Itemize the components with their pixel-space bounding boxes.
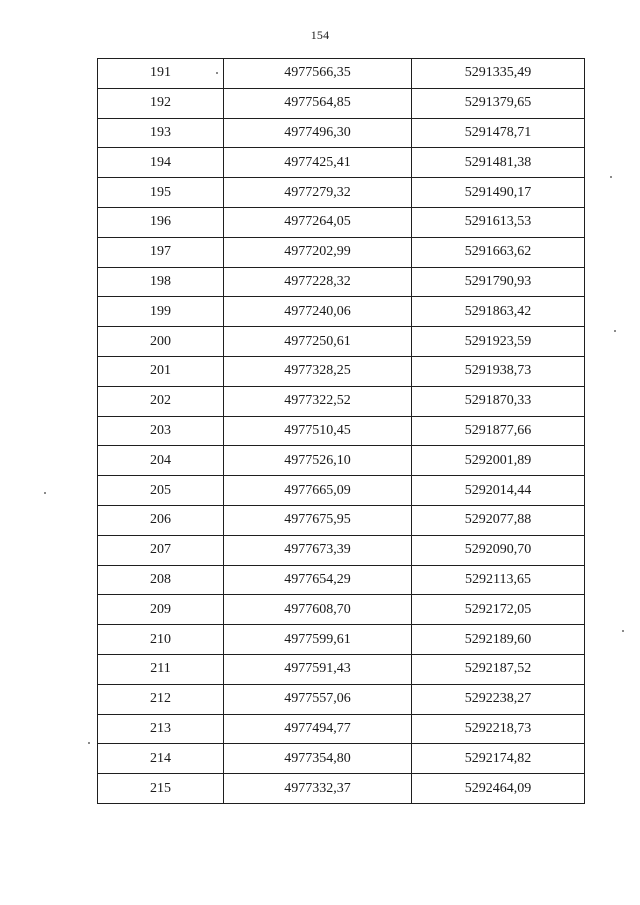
x-coordinate-cell: 4977654,29 <box>224 565 412 595</box>
y-coordinate-cell: 5291379,65 <box>412 88 585 118</box>
table-row <box>98 505 585 535</box>
point-number-cell: 214 <box>98 744 224 774</box>
point-number-cell: 203 <box>98 416 224 446</box>
table-row <box>98 535 585 565</box>
x-coordinate-cell: 4977665,09 <box>224 476 412 506</box>
scan-speck <box>614 330 616 332</box>
table-row <box>98 744 585 774</box>
table-row <box>98 178 585 208</box>
x-coordinate-cell: 4977496,30 <box>224 118 412 148</box>
x-coordinate-cell: 4977240,06 <box>224 297 412 327</box>
x-coordinate-cell: 4977673,39 <box>224 535 412 565</box>
table-row <box>98 237 585 267</box>
x-coordinate-cell: 4977202,99 <box>224 237 412 267</box>
y-coordinate-cell: 5291663,62 <box>412 237 585 267</box>
y-coordinate-cell: 5292001,89 <box>412 446 585 476</box>
point-number-cell: 207 <box>98 535 224 565</box>
scan-speck <box>216 72 218 74</box>
x-coordinate-cell: 4977494,77 <box>224 714 412 744</box>
point-number-cell: 202 <box>98 386 224 416</box>
point-number-cell: 213 <box>98 714 224 744</box>
point-number-cell: 205 <box>98 476 224 506</box>
scan-speck <box>88 742 90 744</box>
x-coordinate-cell: 4977599,61 <box>224 625 412 655</box>
table-row <box>98 118 585 148</box>
table-row <box>98 88 585 118</box>
y-coordinate-cell: 5292113,65 <box>412 565 585 595</box>
table-row <box>98 267 585 297</box>
point-number-cell: 194 <box>98 148 224 178</box>
point-number-cell: 193 <box>98 118 224 148</box>
x-coordinate-cell: 4977510,45 <box>224 416 412 446</box>
y-coordinate-cell: 5291877,66 <box>412 416 585 446</box>
point-number-cell: 197 <box>98 237 224 267</box>
table-row <box>98 446 585 476</box>
y-coordinate-cell: 5292014,44 <box>412 476 585 506</box>
coordinates-table-body <box>98 59 585 804</box>
table-row <box>98 356 585 386</box>
y-coordinate-cell: 5292090,70 <box>412 535 585 565</box>
y-coordinate-cell: 5291923,59 <box>412 327 585 357</box>
table-row <box>98 476 585 506</box>
y-coordinate-cell: 5291481,38 <box>412 148 585 178</box>
table-row <box>98 625 585 655</box>
y-coordinate-cell: 5291870,33 <box>412 386 585 416</box>
y-coordinate-cell: 5291790,93 <box>412 267 585 297</box>
scan-speck <box>610 176 612 178</box>
y-coordinate-cell: 5292077,88 <box>412 505 585 535</box>
coordinates-table <box>97 58 585 804</box>
y-coordinate-cell: 5291478,71 <box>412 118 585 148</box>
x-coordinate-cell: 4977675,95 <box>224 505 412 535</box>
y-coordinate-cell: 5291613,53 <box>412 207 585 237</box>
point-number-cell: 211 <box>98 654 224 684</box>
x-coordinate-cell: 4977557,06 <box>224 684 412 714</box>
point-number-cell: 200 <box>98 327 224 357</box>
y-coordinate-cell: 5292174,82 <box>412 744 585 774</box>
point-number-cell: 204 <box>98 446 224 476</box>
point-number-cell: 196 <box>98 207 224 237</box>
x-coordinate-cell: 4977354,80 <box>224 744 412 774</box>
table-row <box>98 416 585 446</box>
x-coordinate-cell: 4977564,85 <box>224 88 412 118</box>
table-row <box>98 714 585 744</box>
table-row <box>98 327 585 357</box>
point-number-cell: 201 <box>98 356 224 386</box>
point-number-cell: 210 <box>98 625 224 655</box>
y-coordinate-cell: 5292464,09 <box>412 774 585 804</box>
table-row <box>98 684 585 714</box>
x-coordinate-cell: 4977608,70 <box>224 595 412 625</box>
point-number-cell: 212 <box>98 684 224 714</box>
x-coordinate-cell: 4977328,25 <box>224 356 412 386</box>
y-coordinate-cell: 5291490,17 <box>412 178 585 208</box>
x-coordinate-cell: 4977332,37 <box>224 774 412 804</box>
x-coordinate-cell: 4977322,52 <box>224 386 412 416</box>
x-coordinate-cell: 4977279,32 <box>224 178 412 208</box>
table-row <box>98 386 585 416</box>
x-coordinate-cell: 4977526,10 <box>224 446 412 476</box>
table-row <box>98 595 585 625</box>
point-number-cell: 215 <box>98 774 224 804</box>
table-row <box>98 774 585 804</box>
x-coordinate-cell: 4977264,05 <box>224 207 412 237</box>
scan-speck <box>622 630 624 632</box>
point-number-cell: 192 <box>98 88 224 118</box>
point-number-cell: 208 <box>98 565 224 595</box>
point-number-cell: 191 <box>98 59 224 89</box>
table-row <box>98 207 585 237</box>
x-coordinate-cell: 4977250,61 <box>224 327 412 357</box>
y-coordinate-cell: 5292187,52 <box>412 654 585 684</box>
x-coordinate-cell: 4977566,35 <box>224 59 412 89</box>
scan-speck <box>44 492 46 494</box>
y-coordinate-cell: 5291938,73 <box>412 356 585 386</box>
point-number-cell: 199 <box>98 297 224 327</box>
table-row <box>98 59 585 89</box>
y-coordinate-cell: 5292238,27 <box>412 684 585 714</box>
point-number-cell: 209 <box>98 595 224 625</box>
y-coordinate-cell: 5292189,60 <box>412 625 585 655</box>
y-coordinate-cell: 5291863,42 <box>412 297 585 327</box>
y-coordinate-cell: 5291335,49 <box>412 59 585 89</box>
x-coordinate-cell: 4977425,41 <box>224 148 412 178</box>
point-number-cell: 195 <box>98 178 224 208</box>
table-row <box>98 297 585 327</box>
x-coordinate-cell: 4977591,43 <box>224 654 412 684</box>
table-row <box>98 148 585 178</box>
table-row <box>98 654 585 684</box>
point-number-cell: 198 <box>98 267 224 297</box>
table-row <box>98 565 585 595</box>
page-number: 154 <box>310 28 330 42</box>
x-coordinate-cell: 4977228,32 <box>224 267 412 297</box>
point-number-cell: 206 <box>98 505 224 535</box>
y-coordinate-cell: 5292218,73 <box>412 714 585 744</box>
y-coordinate-cell: 5292172,05 <box>412 595 585 625</box>
